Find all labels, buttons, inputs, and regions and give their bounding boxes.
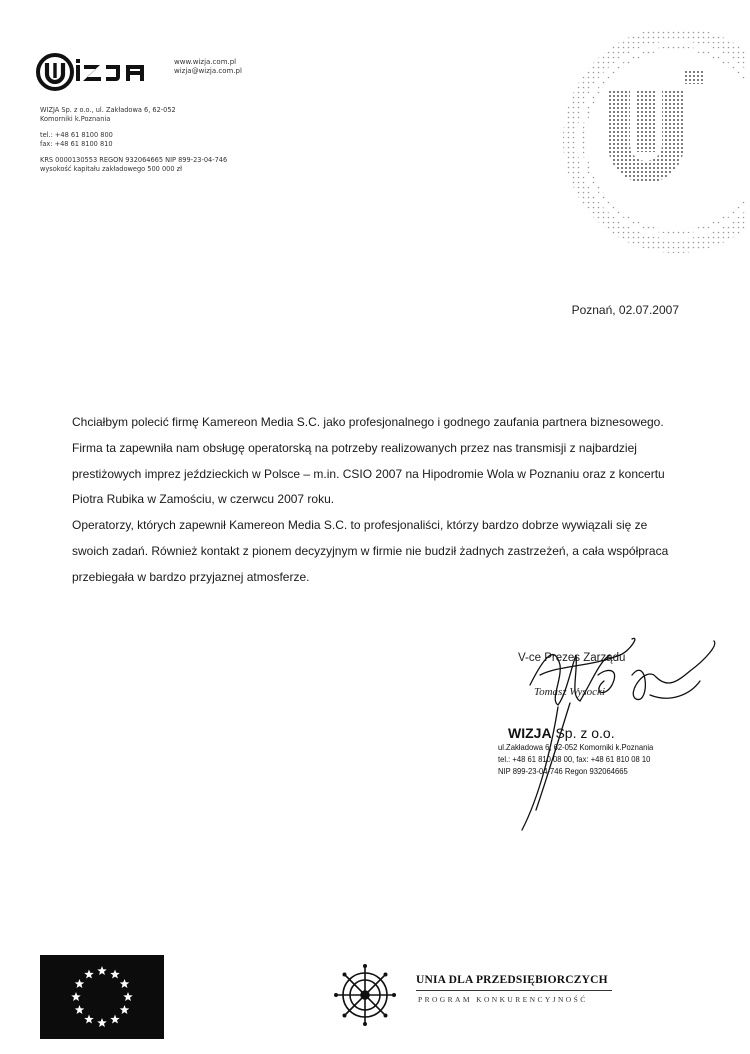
body-paragraph: Chciałbym polecić firmę Kamereon Media S.C. jako profesjonalnego i godnego zaufania partnera biznesowego. Firma ta zapewniła nam obsługę operatorską na potrzeby realizowanych przez nas transmisji z najbardziej prestiżowych imprez jeździeckich w Polsce – m.in. CSIO 2007 na Hipodromie Wola w Poznaniu oraz z koncertu Piotra Rubika w Zamościu, w czerwcu 2007 roku. [72,415,665,507]
letterhead-contacts [174,58,242,76]
eu-flag-icon [40,955,164,1039]
union-name: UNIA DLA PRZEDSIĘBIORCZYCH [416,974,608,986]
handwritten-signature [500,625,720,855]
email-link[interactable]: wizja@wizja.com.pl [174,67,242,75]
stamp-phones: tel.: +48 61 810 08 00, fax: +48 61 810 08 10 [498,754,651,764]
company-registry: KRS 0000130553 REGON 932064665 NIP 899-23-04-746 [40,156,228,165]
ship-wheel-icon [330,962,400,1028]
letter-date: Poznań, 02.07.2007 [571,303,679,317]
stamp-company: WIZJA Sp. z o.o. [508,725,615,741]
company-details [40,106,227,174]
union-subtitle: PROGRAM KONKURENCYJNOŚĆ [418,995,588,1004]
stamp-address: ul.Zakładowa 6, 62-052 Komorniki k.Poznania [498,742,654,752]
company-fax: fax: +48 61 8100 810 [40,139,113,148]
body-paragraph: Operatorzy, których zapewnił Kamereon Media S.C. to profesjonaliści, którzy bardzo dobrze wywiązali się ze swoich zadań. Również kontakt z pionem decyzyjnym w firmie nie budził żadnych zastrzeżeń, a cała współpraca przebiegała w bardzo przyjaznej atmosferze. [72,518,669,584]
union-divider [416,990,612,991]
company-tel: tel.: +48 61 8100 800 [40,131,113,140]
watermark-logo [556,30,746,262]
company-capital: wysokość kapitału zakładowego 500 000 zł [40,164,182,173]
company-city: Komorniki k.Poznania [40,114,111,123]
website-link[interactable]: www.wizja.com.pl [174,58,237,66]
company-line: WIZJA Sp. z o.o., ul. Zakładowa 6, 62-052 [40,106,176,114]
wizja-logo [36,50,162,94]
signer-name: Tomasz Wysocki [534,686,606,698]
letter-body [72,410,684,591]
signer-title: V-ce Prezes Zarządu [518,652,626,664]
stamp-ids: NIP 899-23-04-746 Regon 932064665 [498,766,628,776]
